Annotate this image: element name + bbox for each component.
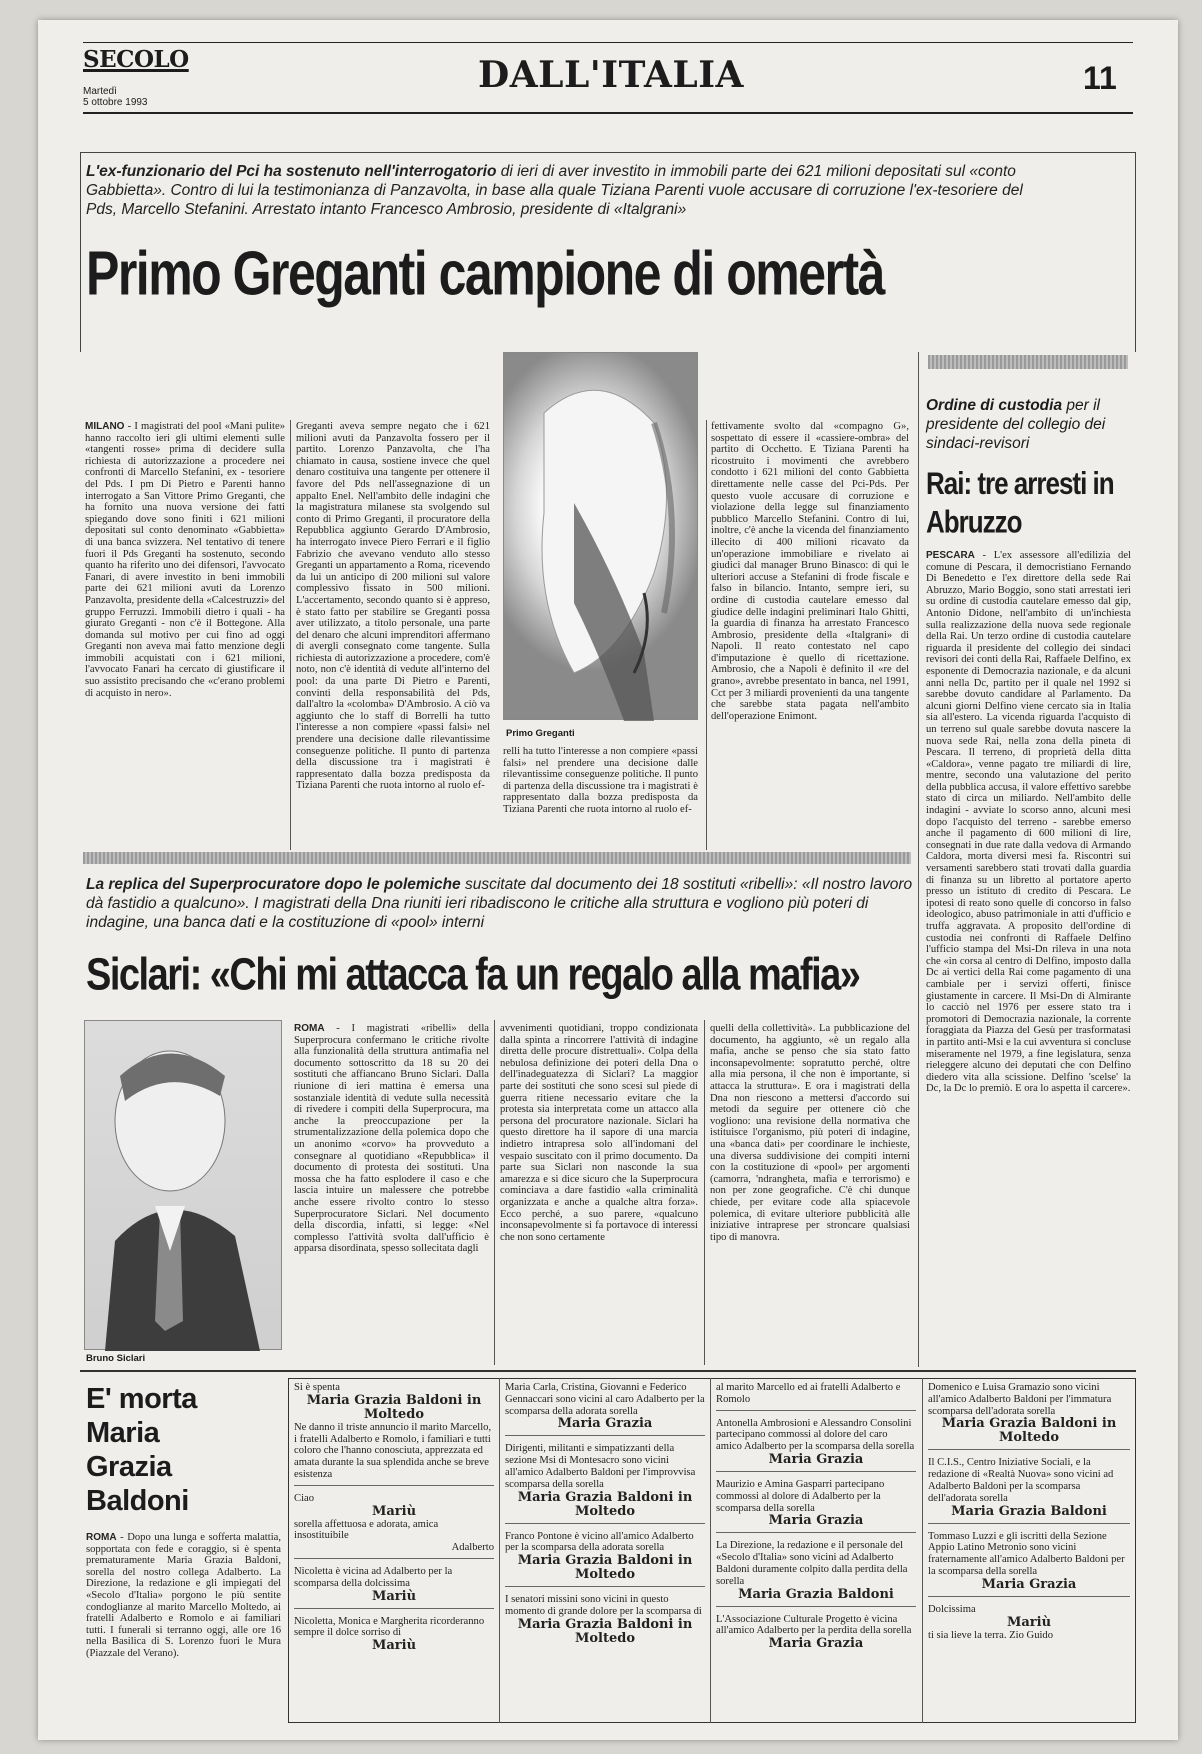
story1-deck-lead: L'ex-funzionario del Pci ha sostenuto nell'interrogatorio: [86, 163, 497, 180]
death-notice-text: Dirigenti, militanti e simpatizzanti della sezione Msi di Montesacro sono vicini all'amico Adalberto Baldoni per l'improvvisa scomparsa della sorella: [505, 1443, 696, 1490]
sidebar-deck-rest: per il presidente del collegio dei sindaci-revisori: [926, 397, 1106, 452]
death-notice: [928, 1604, 1130, 1646]
death-notice: [294, 1493, 494, 1559]
sidebar-deck-lead: Ordine di custodia: [926, 397, 1063, 414]
death-notice-name: Maria Grazia: [557, 1416, 653, 1432]
story1-column-1-text: - I magistrati del pool «Mani pulite» hanno raccolto ieri gli ultimi elementi sulle «tangenti rosse» prima di decidere sulla richiesta di autorizzazione a procedere nei confronti di Marcello Stefanini, ex - tesoriere del Pds. I pm Di Pietro e Parenti hanno interrogato a San Vittore Primo Greganti, che ha fornito una nuova versione dei fatti spiegando dove sono finiti i 621 milioni depositati sul conto denominato «Gabbietta» di una banca svizzera. Nel tentativo di tenere fuori il Pds Greganti ha sostenuto, secondo quanto ha riferito uno dei difensori, l'avvocato Fanari, di avere investito in beni immobili parte dei 621 milioni avuti da Lorenzo Panzavolta, presidente della «Calcestruzzi» del gruppo Ferruzzi. Immobili dietro i quali - ha giurato Greganti - non c'è il Bottegone. Alla domanda sul motivo per cui fino ad oggi Greganti non aveva mai fatto menzione degli immobili acquistati con i 621 milioni, l'avvocato Fanari ha cercato di giustificare il suo assistito precisando che «c'erano problemi di acquisto in nero».: [85, 421, 285, 699]
death-notice-name: Mariù: [371, 1638, 417, 1654]
death-notice-name: Maria Grazia Baldoni in Moltedo: [517, 1489, 693, 1519]
primo-greganti-caption: Primo Greganti: [506, 728, 575, 739]
story1-dateline: MILANO: [85, 421, 125, 432]
death-notice-name: Maria Grazia: [768, 1513, 864, 1529]
death-notice: [505, 1531, 705, 1588]
death-notices-column-1: [294, 1382, 494, 1720]
obituary-headline-line: E' morta: [86, 1383, 197, 1415]
newspaper-page: [38, 20, 1178, 1740]
death-notice-name: Maria Grazia Baldoni in Moltedo: [306, 1392, 482, 1422]
story2-column-2-text: avvenimenti quotidiani, troppo condizionata dalla spinta a rincorrere l'attività di indagine diretta delle procure distrettuali». Colpa della nebulosa definizione dei poteri della Dna o dell'inadeguatezza di Siclari? La maggior parte dei sostituti che sono scesi sul piede di guerra ritiene necessario evitare che la protesta sia interpretata come un attacco alla persona del procuratore nazionale. Siclari ha questo direttore ha il sapore di una marcia indietro intrapresa solo all'indomani del vespaio suscitato con il primo documento. Da parte sua Siclari non nasconde la sua amarezza e si dice sicuro che la Superprocura cominciava a dare fastidio «alla criminalità organizzata e anche a qualche altra forza». Ecco perché, a suo parere, «qualcuno inconsapevolmente si fa portavoce di interessi che non sono certamente: [500, 1023, 698, 1243]
story1-headline: Primo Greganti campione di omertà: [86, 238, 884, 308]
death-notice: [294, 1616, 494, 1658]
story1-deck: [86, 162, 1046, 219]
death-notice-name: Mariù: [371, 1588, 417, 1604]
death-notice-name: Maria Grazia Baldoni: [738, 1586, 894, 1602]
death-notice-text: Nicoletta, Monica e Margherita ricorderanno sempre il dolce sorriso di: [294, 1615, 485, 1639]
sidebar-grey-band: [928, 355, 1128, 369]
obituary-top-rule: [80, 1370, 1136, 1372]
masthead-top-rule: [83, 42, 1133, 43]
death-notices-column-3: [716, 1382, 916, 1720]
story1-deck-rest: di ieri di aver investito in immobili parte dei 621 milioni depositati sul «conto Gabbietta». Contro di lui la testimonianza di Panzavolta, in base alla quale Tiziana Parenti vuole accusare di corruzione l'ex-tesoriere del Pds, Marcello Stefanini. Arrestato intanto Francesco Ambrosio, presidente di «Italgrani»: [86, 163, 1023, 218]
column-rule: [706, 420, 707, 850]
section-title: DALL'ITALIA: [478, 54, 744, 96]
sidebar-dateline: PESCARA: [926, 550, 975, 561]
story2-column-1: [294, 1023, 489, 1363]
sidebar-column: [926, 550, 1131, 1360]
newspaper-logo: SECOLO: [83, 46, 189, 73]
death-notice: [928, 1457, 1130, 1523]
death-notice-signature: Adalberto: [451, 1542, 494, 1554]
sidebar-headline: Rai: tre arresti in Abruzzo: [926, 465, 1114, 540]
story2-column-3-text: quelli della collettività». La pubblicazione del documento, ha aggiunto, «è un regalo alla mafia, anche se penso che sia stato fatto inconsapevolmente: sopratutto perché, oltre alla mia persona, il che non è importante, si attacca la struttura». E ora i magistrati della Dna non riescono a mettersi d'accordo sui metodi da seguire per ottenere ciò che vogliono: una revisione della normativa che istituisce l'organismo, più poteri di indagine, una «banca dati» per coordinare le inchieste, una diversa suddivisione dei compiti interni con la costituzione di «pool» per argomenti (camorra, 'ndrangheta, mafia e terrorismo) e non per zone geografiche. C'è chi dunque chiede, per evitare code alla spiacevole polemica, di evitare ulteriore pubblicità alle iniziative intraprese per stroncare qualsiasi tipo di manovra.: [710, 1023, 910, 1243]
death-notice-text: ti sia lieve la terra. Zio Guido: [928, 1629, 1054, 1641]
death-notice-intro: Ciao: [294, 1492, 315, 1504]
obituary-headline-line: Grazia: [86, 1451, 172, 1483]
story1-column-1: [85, 421, 285, 841]
death-notice: [716, 1479, 916, 1533]
column-rule: [290, 420, 291, 850]
death-notice-text: Il C.I.S., Centro Iniziative Sociali, e la redazione di «Realtà Nuova» sono vicini ad Adalberto Baldoni per la scomparsa dell'adorata sorella: [928, 1457, 1114, 1504]
death-notice-name: Maria Grazia: [768, 1451, 864, 1467]
death-notice-text: Nicoletta è vicina ad Adalberto per la scomparsa della dolcissima: [294, 1565, 453, 1589]
death-notices-column-4: [928, 1382, 1130, 1720]
story1-column-4: [711, 421, 909, 851]
death-notice-name: Mariù: [371, 1503, 417, 1519]
death-notice: [294, 1566, 494, 1609]
obituary-body: [86, 1532, 281, 1722]
death-notice-text: L'Associazione Culturale Progetto è vicina all'amico Adalberto per la perdita della sorella: [716, 1613, 912, 1637]
death-notice-name: Maria Grazia: [981, 1576, 1077, 1592]
death-notice-name: Maria Grazia Baldoni: [951, 1503, 1107, 1519]
story2-deck: [86, 875, 916, 932]
story2-dateline: ROMA: [294, 1023, 325, 1034]
death-notice: [505, 1382, 705, 1436]
death-notice-text: Antonella Ambrosioni e Alessandro Consolini partecipano commossi al dolore del caro amico Adalberto per la scomparsa della sorella: [716, 1417, 915, 1453]
column-rule: [494, 1020, 495, 1365]
story1-column-4-text: fettivamente svolto dal «compagno G», sospettato di essere il «cassiere-ombra» del partito di Occhetto. E Tiziana Parenti ha ricostruito i movimenti che avrebbero condotto i 621 milioni del conto Gabbietta direttamente nelle casse del Pci-Pds. Per questo vuole accusare di corruzione e violazione della legge sul finanziamento pubblico Marcello Stefanini. Contro di lui, inoltre, c'è anche la vicenda del finanziamento illecito di 400 milioni ricavato da un'operazione immobiliare e rivelato ai giudici dal manager Bruno Binasco: di qui le ulteriori accuse a Stefanini di frode fiscale e falso in bilancio. Intanto, sempre ieri, su ordine di custodia cautelare emesso dal giudice delle indagini preliminari Italo Ghitti, la guardia di finanza ha arrestato Francesco Ambrosio, presidente della «Italgrani» di Napoli. Il reato contestato nel capo d'imputazione è quello di ricettazione. Ambrosio, che a Napoli è definito il «re del grano», avrebbe presentato in banca, nel 1991, Cct per 3 miliardi provenienti da una tangente che sarebbe stata pagata nell'ambito dell'operazione Enimont.: [711, 421, 909, 722]
story2-deck-rest: suscitate dal documento dei 18 sostituti «ribelli»: «Il nostro lavoro dà fastidio a qualcuno». I magistrati della Dna riuniti ieri ribadiscono le critiche alla struttura e vogliono più poteri di indagine, una banca dati e la costituzione di «pool» interni: [86, 876, 913, 931]
story1-column-3: [503, 746, 698, 851]
dateline-date: 5 ottobre 1993: [83, 97, 148, 108]
death-notice: [716, 1540, 916, 1606]
column-rule: [704, 1020, 705, 1365]
death-notice-text: Ne danno il triste annuncio il marito Marcello, i fratelli Adalberto e Romolo, i familiari e tutti coloro che l'hanno conosciuta, apprezzata ed amata durante la sua splendida anche se breve esistenza: [294, 1421, 492, 1480]
dateline-day: Martedì: [83, 86, 117, 97]
death-notice-name: Maria Grazia Baldoni in Moltedo: [941, 1416, 1117, 1446]
death-notice-intro: Si è spenta: [294, 1382, 340, 1393]
obituary-headline-line: Baldoni: [86, 1485, 189, 1517]
sidebar-deck: [926, 396, 1131, 453]
death-notice-text: sorella affettuosa e adorata, amica insostituibile: [294, 1518, 439, 1542]
column-rule: [710, 1378, 711, 1723]
page-number: 11: [1083, 60, 1117, 96]
death-notice-text: Franco Pontone è vicino all'amico Adalberto per la scomparsa della adorata sorella: [505, 1530, 694, 1554]
primo-greganti-photo: [503, 352, 698, 720]
death-notice-text: Domenico e Luisa Gramazio sono vicini all'amico Adalberto Baldoni per l'immatura scomparsa dell'adorata sorella: [928, 1382, 1112, 1417]
sidebar-column-text: - L'ex assessore all'edilizia del comune di Pescara, il democristiano Fernando Di Benedetto e l'ex direttore della sede Rai Abruzzo, Mario Boggio, sono stati arrestati ieri su ordine di custodia cautelare emesso dal gip, Antonio Didone, nell'ambito di un'inchiesta sulla realizzazione della nuova sede regionale della Rai. Un terzo ordine di custodia cautelare riguarda il presidente del collegio dei sindaci revisori dei conti della Rai, Raffaele Delfino, ex esponente di Democrazia nazionale, e da alcuni anni nella Dc, partito per il quale nel 1992 si sarebbe dovuto candidare al Parlamento. Da alcuni giorni Delfino viene cercato sia in Italia sia all'estero. La vicenda riguarda l'acquisto di un terreno sul quale sarebbe dovuta nascere la nuova sede Rai, nella zona della pineta di Pescara. Il terreno, di proprietà della ditta «Caldora», venne pagato tre miliardi di lire, mentre, secondo una valutazione del perito della pubblica accusa, il valore effettivo sarebbe stato di circa un miliardo. Nell'ambito delle indagini - avviate lo scorso anno, alcuni mesi dopo l'acquisto del terreno - sarebbe emerso anche il pagamento di 600 milioni di lire, consegnati in due rate dalla vedova di Armando Caldora, morta diversi mesi fa. Riscontri sui versamenti sarebbero stati trovati dalla guardia di finanza su un libretto al portatore aperto presso un istituto di credito di Pescara. Le ipotesi di reato sono quelle di concorso in falso ideologico, abuso patrimoniale in atti d'ufficio e truffa aggravata. A proposito dell'ordine di custodia nei confronti di Raffaele Delfino l'ufficio stampa del Msi-Dn rileva in una nota che «in corsa al centro di Delfino, imposto dalla Dc ai vertici della Rai come pagamento di una cambiale per i servizi offerti, finisce giustamente in carcere. Il Msi-Dn di Almirante lo cacciò nel 1976 per essere stato tra i promotori di Democrazia nazionale, la corrente foraggiata da Piazza del Gesù per trasformatasi in partito anti-Msi e la cui avventura si concluse miseramente nel 1979, a fine legislatura, senza rieleggere alcuno dei deputati che con Delfino diedero vita alla scissione. Delfino 'scelse' la Dc, la Dc lo premiò. E ora lo aspetta il carcere».: [926, 550, 1131, 1095]
death-notice: [505, 1594, 705, 1650]
death-notice: [928, 1531, 1130, 1597]
death-notice-text: Maria Carla, Cristina, Giovanni e Federico Gennaccari sono vicini al caro Adalberto per la scomparsa della adorata sorella: [505, 1382, 705, 1417]
death-notice-name: Maria Grazia: [768, 1636, 864, 1652]
death-notice-text: al marito Marcello ed ai fratelli Adalberto e Romolo: [716, 1382, 901, 1405]
death-notice: [294, 1382, 494, 1486]
story2-column-3: [710, 1023, 910, 1363]
bruno-siclari-caption: Bruno Siclari: [86, 1353, 146, 1364]
obituary-dateline: ROMA: [86, 1532, 117, 1543]
story2-headline: Siclari: «Chi mi attacca fa un regalo alla mafia»: [86, 950, 860, 1001]
portrait-silhouette: [504, 353, 699, 721]
story1-column-2-text: Greganti aveva sempre negato che i 621 milioni avuti da Panzavolta fossero per il partito. Lorenzo Panzavolta, che l'ha chiamato in causa, sostiene invece che quel denaro costituiva una tangente per ottenere il favore del Pds nell'assegnazione di un appalto Enel. Nell'ambito delle indagini che la magistratura milanese sta svolgendo sul conto di Primo Greganti, il procuratore della Repubblica aggiunto Gerardo D'Ambrosio, ha interrogato invece Piero Ferrari e il figlio Fabrizio che avevano venduto allo stesso Greganti un appartamento a Roma, ricevendo da lui un anticipo di 200 milioni sul valore complessivo fissato in 500 milioni. L'accertamento, secondo quanto si è appreso, è stato fatto per stabilire se Greganti possa aver utilizzato, a titolo personale, una parte del denaro che alcuni imprenditori affermano di avergli consegnato come tangente. Sulla richiesta di autorizzazione a procedere, com'è noto, non c'è identità di vedute all'interno del pool: da una parte Di Pietro e Parenti, convinti della responsabilità del Pds, dall'altro la «colomba» D'Ambrosio. A ciò va aggiunto che lo staff di Borrelli ha tutto l'interesse a non compiere «passi falsi» nel prendere una decisione dalle rilevantissime conseguenze politiche. Il punto di partenza della discussione tra i magistrati è rappresentato dalla bozza predisposta da Tiziana Parenti che ruota intorno al ruolo ef-: [296, 421, 490, 792]
story-divider-band: [83, 852, 911, 864]
death-notice: [716, 1614, 916, 1656]
death-notice: [505, 1443, 705, 1523]
death-notice-text: Maurizio e Amina Gasparri partecipano commossi al dolore di Adalberto per la scomparsa della sorella: [716, 1478, 885, 1514]
death-notice-text: La Direzione, la redazione e il personale del «Secolo d'Italia» sono vicini ad Adalberto Baldoni duramente colpito dalla perdita della sorella: [716, 1540, 908, 1587]
obituary-body-text: - Dopo una lunga e sofferta malattia, sopportata con fede e coraggio, si è spenta prematuramente Maria Grazia Baldoni, sorella del nostro collega Adalberto. La Direzione, la redazione e gli impiegati del «Secolo d'Italia» porgono le più sentite condoglianze al marito Marcello Moltedo, ai fratelli Adalberto e Romolo e ai familiari tutti. I funerali si terranno oggi, alle ore 16 nella Basilica di S. Lorenzo fuori le Mura (Piazzale del Verano).: [86, 1532, 281, 1659]
death-notice-name: Maria Grazia Baldoni in Moltedo: [517, 1553, 693, 1583]
death-notice-text: I senatori missini sono vicini in questo momento di grande dolore per la scomparsa di: [505, 1594, 702, 1617]
story2-column-2: [500, 1023, 698, 1363]
obituary-headline-line: Maria: [86, 1417, 160, 1449]
portrait-silhouette: [85, 1021, 283, 1351]
death-notice: [716, 1418, 916, 1472]
death-notice-intro: Dolcissima: [928, 1603, 976, 1615]
death-notice: [716, 1382, 916, 1411]
story2-deck-lead: La replica del Superprocuratore dopo le polemiche: [86, 876, 461, 893]
story1-column-2: [296, 421, 490, 851]
column-rule: [922, 1378, 923, 1723]
bruno-siclari-photo: [84, 1020, 282, 1350]
death-notice-name: Maria Grazia Baldoni in Moltedo: [517, 1616, 693, 1646]
column-rule: [499, 1378, 500, 1723]
death-notice-text: Tommaso Luzzi e gli iscritti della Sezione Appio Latino Metronio sono vicini fraternamente all'amico Adalberto Baldoni per la scomparsa della sorella: [928, 1530, 1125, 1577]
death-notices-column-2: [505, 1382, 705, 1720]
sidebar-rule: [918, 352, 919, 1367]
masthead-bottom-rule: [83, 112, 1133, 114]
death-notice-name: Mariù: [1006, 1614, 1052, 1630]
story1-column-3-text: relli ha tutto l'interesse a non compiere «passi falsi» nel prendere una decisione dalle rilevantissime conseguenze politiche. Il punto di partenza della discussione tra i magistrati è rappresentato dalla bozza predisposta da Tiziana Parenti che ruota intorno al ruolo ef-: [503, 746, 698, 815]
obituary-headline: [86, 1382, 271, 1518]
death-notice: [928, 1382, 1130, 1450]
story2-column-1-text: - I magistrati «ribelli» della Superprocura confermano le critiche rivolte alla funzionalità della struttura antimafia nel documento sottoscritto da 18 su 20 dei sostituti che affiancano Bruno Siclari. Dalla riunione di ieri mattina è emersa una sostanziale identità di vedute sulla necessità di rivedere i compiti della Superprocura, ma anche la preoccupazione per la strumentalizzazione della polemica dopo che un anonimo «corvo» ha provveduto a consegnare al quotidiano «Repubblica» il documento di protesta dei sostituti. Una mossa che ha fatto esplodere il caso e che lascia intuire un malessere che potrebbe anche essere rivolto contro lo stesso Superprocuratore Siclari. Nel documento della discordia, infatti, si legge: «Nel complesso l'attività svolta dall'ufficio è apparsa disordinata, spesso sollecitata dagli: [294, 1023, 489, 1255]
